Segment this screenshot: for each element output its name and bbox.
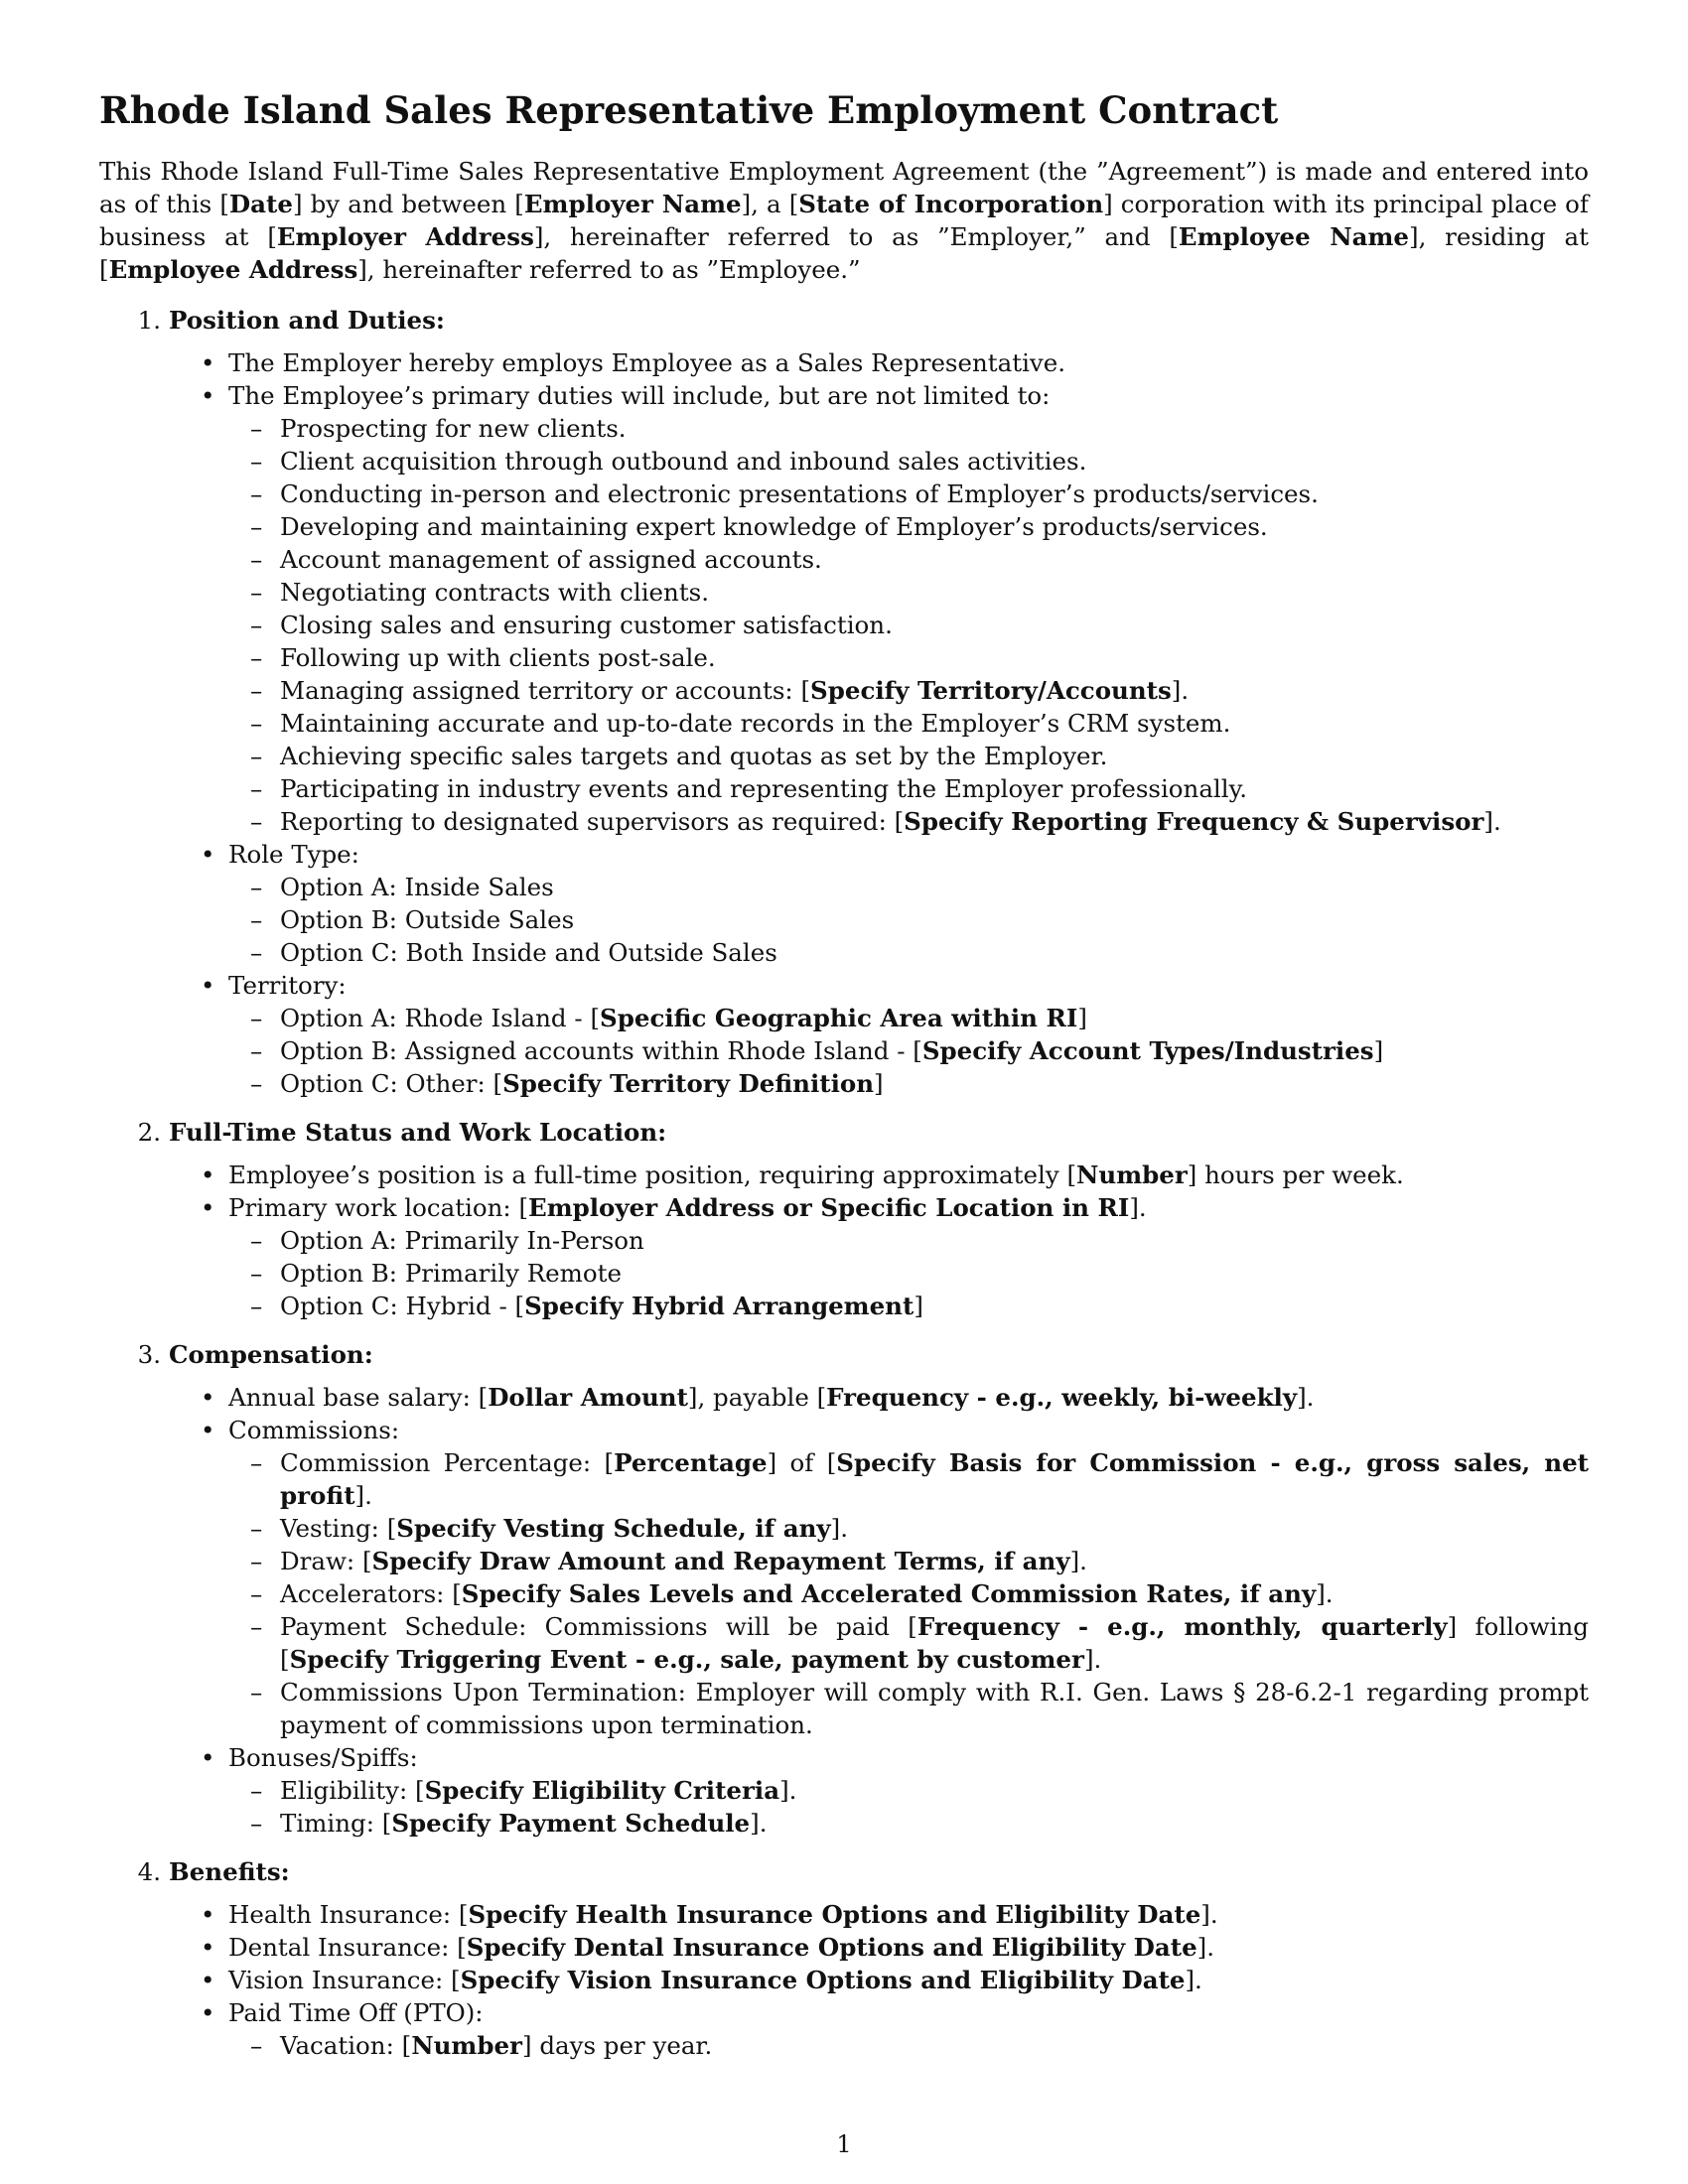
section-heading bbox=[99, 304, 1589, 337]
placeholder-field: Specify Vision Insurance Options and Eligibility Date bbox=[460, 1966, 1186, 1994]
sub-item bbox=[228, 1545, 1589, 1577]
sub-item bbox=[228, 1774, 1589, 1807]
placeholder-field: Specific Geographic Area within RI bbox=[600, 1004, 1078, 1032]
section-title: Compensation: bbox=[169, 1340, 373, 1369]
bullet-item bbox=[99, 1159, 1589, 1191]
placeholder-field: Specify Vesting Schedule, if any bbox=[396, 1514, 831, 1543]
placeholder-field: Specify Dental Insurance Options and Eligibility Date bbox=[466, 1933, 1197, 1962]
text-run: ]. bbox=[1196, 1933, 1215, 1962]
text-run: ]. bbox=[1171, 676, 1190, 705]
text-run: ], a [ bbox=[741, 190, 799, 218]
placeholder-field: Specify Account Types/Industries bbox=[921, 1036, 1374, 1065]
section-number: 3. bbox=[137, 1340, 161, 1369]
text-run: Option A: Inside Sales bbox=[280, 873, 554, 901]
sub-item bbox=[228, 1610, 1589, 1676]
sub-list bbox=[228, 412, 1589, 838]
text-run: ] bbox=[1077, 1004, 1087, 1032]
text-run: Annual base salary: [ bbox=[228, 1383, 489, 1412]
text-run: Option C: Both Inside and Outside Sales bbox=[280, 938, 777, 967]
text-run: Role Type: bbox=[228, 840, 359, 869]
section bbox=[99, 1338, 1589, 1840]
text-run: Managing assigned territory or accounts: [ bbox=[280, 676, 811, 705]
placeholder-field: State of Incorporation bbox=[798, 190, 1104, 218]
placeholder-field: Specify Triggering Event - e.g., sale, payment by customer bbox=[289, 1645, 1084, 1674]
section-number: 2. bbox=[137, 1118, 161, 1147]
placeholder-field: Employee Name bbox=[1178, 222, 1410, 251]
sub-item bbox=[228, 1577, 1589, 1610]
placeholder-field: Number bbox=[411, 2031, 522, 2060]
sub-list bbox=[228, 1774, 1589, 1840]
placeholder-field: Percentage bbox=[614, 1448, 768, 1477]
bullet-text bbox=[228, 1898, 1589, 1931]
text-run: Prospecting for new clients. bbox=[280, 414, 627, 443]
placeholder-field: Specify Reporting Frequency & Supervisor bbox=[904, 807, 1484, 836]
sub-item bbox=[228, 1676, 1589, 1741]
text-run: ], residing at [ bbox=[99, 222, 1589, 284]
text-run: The Employee’s primary duties will include, but are not limited to: bbox=[228, 381, 1051, 410]
placeholder-field: Number bbox=[1076, 1160, 1188, 1189]
text-run: Option B: Outside Sales bbox=[280, 905, 575, 934]
sub-item bbox=[228, 1224, 1589, 1257]
text-run: ]. bbox=[1083, 1645, 1102, 1674]
text-run: Employee’s position is a full-time position, requiring approximately [ bbox=[228, 1160, 1077, 1189]
text-run: Health Insurance: [ bbox=[228, 1900, 469, 1929]
placeholder-field: Specify Hybrid Arrangement bbox=[524, 1292, 914, 1320]
text-run: Territory: bbox=[228, 971, 347, 1000]
sub-item bbox=[228, 445, 1589, 478]
section-list bbox=[99, 304, 1589, 2062]
sub-item bbox=[228, 936, 1589, 969]
placeholder-field: Specify Territory/Accounts bbox=[810, 676, 1172, 705]
page-number: 1 bbox=[836, 2130, 852, 2158]
section-title: Full-Time Status and Work Location: bbox=[169, 1118, 667, 1147]
section bbox=[99, 1116, 1589, 1322]
text-run: ]. bbox=[779, 1776, 797, 1805]
intro-paragraph bbox=[99, 155, 1589, 286]
bullet-item bbox=[99, 346, 1589, 379]
document-title: Rhode Island Sales Representative Employment Contract bbox=[99, 88, 1279, 132]
text-run: ]. bbox=[1200, 1900, 1218, 1929]
placeholder-field: Specify Basis for Commission - e.g., gross sales, net profit bbox=[280, 1448, 1589, 1510]
text-run: Maintaining accurate and up-to-date records in the Employer’s CRM system. bbox=[280, 709, 1231, 738]
placeholder-field: Specify Payment Schedule bbox=[391, 1809, 751, 1838]
sub-item bbox=[228, 1034, 1589, 1067]
text-run: Timing: [ bbox=[280, 1809, 392, 1838]
section-number: 4. bbox=[137, 1857, 161, 1886]
placeholder-field: Specify Sales Levels and Accelerated Commission Rates, if any bbox=[461, 1579, 1317, 1608]
bullet-list bbox=[99, 346, 1589, 1100]
text-run: Account management of assigned accounts. bbox=[280, 545, 822, 574]
text-run: Reporting to designated supervisors as required: [ bbox=[280, 807, 905, 836]
text-run: Option C: Other: [ bbox=[280, 1069, 503, 1098]
sub-item bbox=[228, 543, 1589, 576]
text-run: Vacation: [ bbox=[280, 2031, 412, 2060]
placeholder-field: Dollar Amount bbox=[488, 1383, 688, 1412]
text-run: ]. bbox=[1129, 1193, 1147, 1222]
text-run: ]. bbox=[1185, 1966, 1202, 1994]
bullet-text bbox=[228, 1414, 1589, 1446]
bullet-item bbox=[99, 1741, 1589, 1840]
bullet-item bbox=[99, 1414, 1589, 1741]
text-run: Primary work location: [ bbox=[228, 1193, 529, 1222]
text-run: This Rhode Island Full-Time Sales Representative Employment Agreement (the ”Agreement”) is made and entered into as of this [ bbox=[99, 157, 1589, 218]
text-run: ] bbox=[914, 1292, 923, 1320]
text-run: Vesting: [ bbox=[280, 1514, 397, 1543]
bullet-item bbox=[99, 1191, 1589, 1322]
section-heading bbox=[99, 1338, 1589, 1371]
bullet-text bbox=[228, 1996, 1589, 2029]
text-run: ], payable [ bbox=[687, 1383, 827, 1412]
section-number: 1. bbox=[137, 306, 161, 335]
sub-item bbox=[228, 412, 1589, 445]
sub-list bbox=[228, 1224, 1589, 1322]
placeholder-field: Specify Eligibility Criteria bbox=[424, 1776, 780, 1805]
placeholder-field: Employer Address or Specific Location in RI bbox=[528, 1193, 1130, 1222]
bullet-item bbox=[99, 379, 1589, 838]
section-heading bbox=[99, 1116, 1589, 1149]
document-page bbox=[99, 87, 1589, 2078]
text-run: ]. bbox=[1316, 1579, 1334, 1608]
text-run: Commissions: bbox=[228, 1416, 400, 1444]
sub-item bbox=[228, 1002, 1589, 1034]
text-run: Draw: [ bbox=[280, 1547, 372, 1575]
text-run: ] hours per week. bbox=[1187, 1160, 1404, 1189]
text-run: Accelerators: [ bbox=[280, 1579, 462, 1608]
placeholder-field: Employer Name bbox=[523, 190, 742, 218]
text-run: The Employer hereby employs Employee as a Sales Representative. bbox=[228, 348, 1066, 377]
text-run: Option B: Primarily Remote bbox=[280, 1259, 622, 1288]
bullet-text bbox=[228, 1741, 1589, 1774]
text-run: ] of [ bbox=[767, 1448, 837, 1477]
sub-item bbox=[228, 707, 1589, 740]
text-run: ] bbox=[1373, 1036, 1384, 1065]
sub-item bbox=[228, 1512, 1589, 1545]
text-run: ]. bbox=[1483, 807, 1501, 836]
sub-item bbox=[228, 641, 1589, 674]
text-run: ] following [ bbox=[280, 1612, 1589, 1674]
sub-item bbox=[228, 1067, 1589, 1100]
sub-list bbox=[228, 1002, 1589, 1100]
text-run: ] days per year. bbox=[521, 2031, 713, 2060]
bullet-item bbox=[99, 1931, 1589, 1964]
bullet-text bbox=[228, 346, 1589, 379]
bullet-text bbox=[228, 969, 1589, 1002]
bullet-item bbox=[99, 1996, 1589, 2062]
section bbox=[99, 304, 1589, 1100]
placeholder-field: Frequency - e.g., monthly, quarterly bbox=[916, 1612, 1448, 1641]
text-run: ], hereinafter referred to as ”Employee.” bbox=[357, 255, 861, 284]
text-run: Commissions Upon Termination: Employer will comply with R.I. Gen. Laws § 28-6.2-1 regarding prompt payment of commissions upon termination. bbox=[280, 1678, 1589, 1739]
sub-item bbox=[228, 805, 1589, 838]
bullet-text bbox=[228, 1381, 1589, 1414]
text-run: Closing sales and ensuring customer satisfaction. bbox=[280, 611, 893, 639]
bullet-text bbox=[228, 1931, 1589, 1964]
text-run: Option B: Assigned accounts within Rhode Island - [ bbox=[280, 1036, 922, 1065]
placeholder-field: Frequency - e.g., weekly, bi-weekly bbox=[826, 1383, 1298, 1412]
text-run: Participating in industry events and representing the Employer professionally. bbox=[280, 774, 1247, 803]
sub-item bbox=[228, 871, 1589, 903]
sub-item bbox=[228, 478, 1589, 510]
text-run: ], hereinafter referred to as ”Employer,” and [ bbox=[533, 222, 1179, 251]
text-run: ] corporation with its principal place of business at [ bbox=[99, 190, 1590, 251]
sub-item bbox=[228, 1290, 1589, 1322]
text-run: Option A: Primarily In-Person bbox=[280, 1226, 644, 1255]
text-run: Client acquisition through outbound and inbound sales activities. bbox=[280, 447, 1087, 476]
bullet-item bbox=[99, 838, 1589, 969]
text-run: ]. bbox=[1069, 1547, 1087, 1575]
text-run: ]. bbox=[750, 1809, 768, 1838]
sub-item bbox=[228, 740, 1589, 772]
bullet-text bbox=[228, 1191, 1589, 1224]
placeholder-field: Employee Address bbox=[108, 255, 358, 284]
text-run: Option C: Hybrid - [ bbox=[280, 1292, 525, 1320]
text-run: Achieving specific sales targets and quotas as set by the Employer. bbox=[280, 742, 1108, 770]
text-run: ] bbox=[874, 1069, 884, 1098]
section bbox=[99, 1855, 1589, 2062]
sub-item bbox=[228, 510, 1589, 543]
sub-item bbox=[228, 1446, 1589, 1512]
placeholder-field: Specify Territory Definition bbox=[502, 1069, 875, 1098]
bullet-text bbox=[228, 1159, 1589, 1191]
text-run: Developing and maintaining expert knowledge of Employer’s products/services. bbox=[280, 512, 1268, 541]
text-run: ] by and between [ bbox=[292, 190, 524, 218]
sub-item bbox=[228, 772, 1589, 805]
text-run: ]. bbox=[1297, 1383, 1315, 1412]
sub-list bbox=[228, 871, 1589, 969]
text-run: Paid Time Off (PTO): bbox=[228, 1998, 484, 2027]
sub-item bbox=[228, 609, 1589, 641]
text-run: Payment Schedule: Commissions will be paid [ bbox=[280, 1612, 917, 1641]
section-heading bbox=[99, 1855, 1589, 1888]
text-run: Conducting in-person and electronic presentations of Employer’s products/services. bbox=[280, 479, 1319, 508]
sub-item bbox=[228, 903, 1589, 936]
bullet-text bbox=[228, 379, 1589, 412]
text-run: Following up with clients post-sale. bbox=[280, 643, 716, 672]
placeholder-field: Specify Draw Amount and Repayment Terms, if any bbox=[371, 1547, 1070, 1575]
placeholder-field: Date bbox=[228, 190, 293, 218]
text-run: Eligibility: [ bbox=[280, 1776, 425, 1805]
bullet-list bbox=[99, 1898, 1589, 2062]
bullet-item bbox=[99, 1381, 1589, 1414]
text-run: ]. bbox=[354, 1481, 372, 1510]
bullet-item bbox=[99, 1964, 1589, 1996]
bullet-item bbox=[99, 1898, 1589, 1931]
bullet-list bbox=[99, 1381, 1589, 1840]
text-run: Dental Insurance: [ bbox=[228, 1933, 467, 1962]
sub-list bbox=[228, 1446, 1589, 1741]
sub-item bbox=[228, 2029, 1589, 2062]
text-run: Option A: Rhode Island - [ bbox=[280, 1004, 601, 1032]
bullet-text bbox=[228, 838, 1589, 871]
text-run: Bonuses/Spiffs: bbox=[228, 1743, 418, 1772]
sub-item bbox=[228, 1807, 1589, 1840]
section-title: Position and Duties: bbox=[169, 306, 445, 335]
text-run: ]. bbox=[830, 1514, 849, 1543]
sub-item bbox=[228, 674, 1589, 707]
sub-item bbox=[228, 1257, 1589, 1290]
sub-item bbox=[228, 576, 1589, 609]
bullet-text bbox=[228, 1964, 1589, 1996]
placeholder-field: Employer Address bbox=[276, 222, 534, 251]
sub-list bbox=[228, 2029, 1589, 2062]
section-title: Benefits: bbox=[169, 1857, 290, 1886]
text-run: Vision Insurance: [ bbox=[228, 1966, 461, 1994]
bullet-item bbox=[99, 969, 1589, 1100]
bullet-list bbox=[99, 1159, 1589, 1322]
placeholder-field: Specify Health Insurance Options and Eligibility Date bbox=[468, 1900, 1201, 1929]
text-run: Negotiating contracts with clients. bbox=[280, 578, 710, 607]
text-run: Commission Percentage: [ bbox=[280, 1448, 615, 1477]
